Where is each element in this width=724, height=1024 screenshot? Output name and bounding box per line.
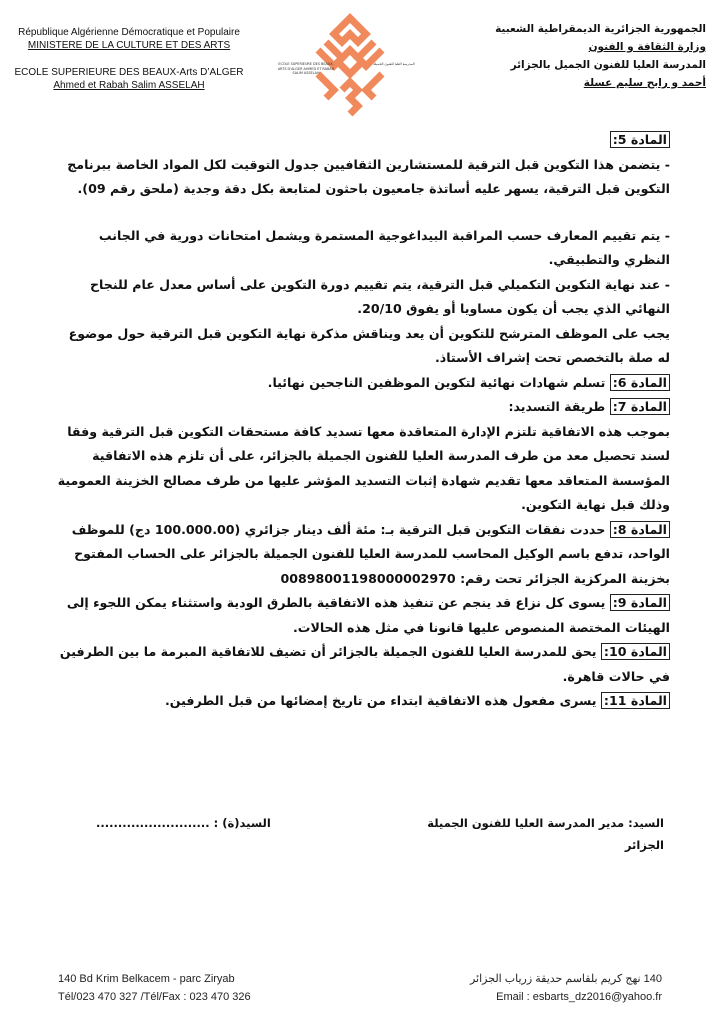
signature-partner (96, 812, 271, 834)
footer-left (58, 970, 251, 1006)
signature-director-line1: السيد: مدير المدرسة العليا للفنون الجميلة (427, 816, 664, 830)
signature-partner-line: السيد(ة) : .......................... (96, 816, 271, 830)
footer-right (470, 970, 662, 1006)
article-11-label: المادة 11: (601, 692, 670, 709)
header-right-line4: أحمد و رابح سليم عسلة (583, 77, 706, 89)
article-11-text: يسرى مفعول هذه الاتفاقية ابتداء من تاريخ إمضائها من قبل الطرفين. (164, 693, 597, 708)
header-right (476, 20, 706, 92)
document-body (56, 128, 670, 714)
article-9-label: المادة 9: (610, 594, 670, 611)
footer-email: Email : esbarts_dz2016@yahoo.fr (496, 991, 662, 1003)
signature-director-line2: الجزائر (624, 838, 664, 852)
header-right-line1: الجمهورية الجزائرية الديمقراطية الشعبية (495, 23, 706, 35)
article-7-text: بموجب هذه الاتفاقية تلتزم الإدارة المتعاقدة معها تسديد كافة مستحقات التكوين قبل الترقية وفقا لسند تحصيل معد من طرف المدرسة العليا للفنون الجميلة بالجزائر، على أن تلزم هذه الاتفاقية المؤسسة المتعاقد معها تقديم شهادة إثبات التسديد المؤشر عليها من طرف مصالح الخزينة العمومية وذلك قبل نهاية التكوين. (57, 423, 670, 512)
article-5-paragraph-1: - يتضمن هذا التكوين قبل الترقية للمستشارين الثقافيين جدول التوقيت لكل المواد الخاصة ببرنامج التكوين قبل الترقية، يسهر عليه أساتذة جامعيون باحثون لمتابعة بكل دقة وجدية (ملحق رقم 09). (67, 156, 670, 196)
header-left-line1: République Algérienne Démocratique et Populaire (18, 27, 240, 38)
header-right-line3: المدرسة العليا للفنون الجميل بالجزائر (510, 59, 706, 71)
header-left-line4: Ahmed et Rabah Salim ASSELAH (53, 80, 205, 91)
footer-address-arabic: 140 نهج كريم بلقاسم حديقة زرياب الجزائر (469, 973, 662, 985)
header-right-line2: وزارة الثقافة و الفنون (588, 41, 706, 53)
article-5-paragraph-4: يجب على الموظف المترشح للتكوين أن يعد ويناقش مذكرة نهاية التكوين قبل الترقية حول موضوع له صلة بالتخصص تحت إشراف الأستاذ. (68, 325, 670, 365)
footer-phone: Tél/023 470 327 /Tél/Fax : 023 470 326 (58, 991, 251, 1003)
article-9-text: يسوى كل نزاع قد ينجم عن تنفيذ هذه الاتفاقية بالطرق الودية واستثناء يمكن اللجوء إلى الهيئات المختصة المنصوص عليها قانونا في مثل هذه الحالات. (66, 595, 670, 635)
header-left-line2: MINISTERE DE LA CULTURE ET DES ARTS (27, 40, 231, 51)
footer-address: 140 Bd Krim Belkacem - parc Ziryab (58, 973, 235, 985)
logo-caption-right: المدرسة العليا للفنون الجميلة (373, 62, 415, 66)
article-6-label: المادة 6: (610, 374, 670, 391)
article-8-label: المادة 8: (610, 521, 670, 538)
article-7-label: المادة 7: (610, 398, 670, 415)
signature-director (427, 812, 664, 856)
article-8-text: حددت نفقات التكوين قبل الترقية بـ: مئة ألف دينار جزائري (100.000.00 دج) للموظف الواحد، تدفع باسم الوكيل المحاسب للمدرسة العليا للفنون الجميلة بالجزائر على الحساب المفتوح بخزينة المركزية الجزائر تحت رقم: 00898001198000002970 (71, 521, 670, 586)
article-7-title: طريقة التسديد: (508, 399, 606, 414)
article-5-paragraph-2: - يتم تقييم المعارف حسب المراقبة البيداغوجية المستمرة ويشمل امتحانات دورية في الجانب النظري والتطبيقي. (98, 227, 670, 267)
logo-caption-left: ECOLE SUPERIEURE DES BEAUX-ARTS D'ALGER AHMED ET RABAH SALIM ASSELAH (277, 62, 335, 75)
article-10-label: المادة 10: (601, 643, 670, 660)
header-left (14, 26, 244, 92)
article-5-label: المادة 5: (610, 131, 670, 148)
article-6-text: تسلم شهادات نهائية لتكوين الموظفين الناجحين نهائيا. (267, 374, 606, 390)
header-left-line3: ECOLE SUPERIEURE DES BEAUX-Arts D’ALGER (14, 67, 244, 78)
article-5-paragraph-3: - عند نهاية التكوين التكميلي قبل الترقية، يتم تقييم دورة التكوين على أساس معدل عام للنجاح النهائي الذي يجب أن يكون مساويا أو يفوق 20/10. (89, 276, 670, 316)
article-10-text: يحق للمدرسة العليا للفنون الجميلة بالجزائر أن تضيف للاتفاقية المبرمة ما بين الطرفين في حالات قاهرة. (59, 644, 670, 684)
